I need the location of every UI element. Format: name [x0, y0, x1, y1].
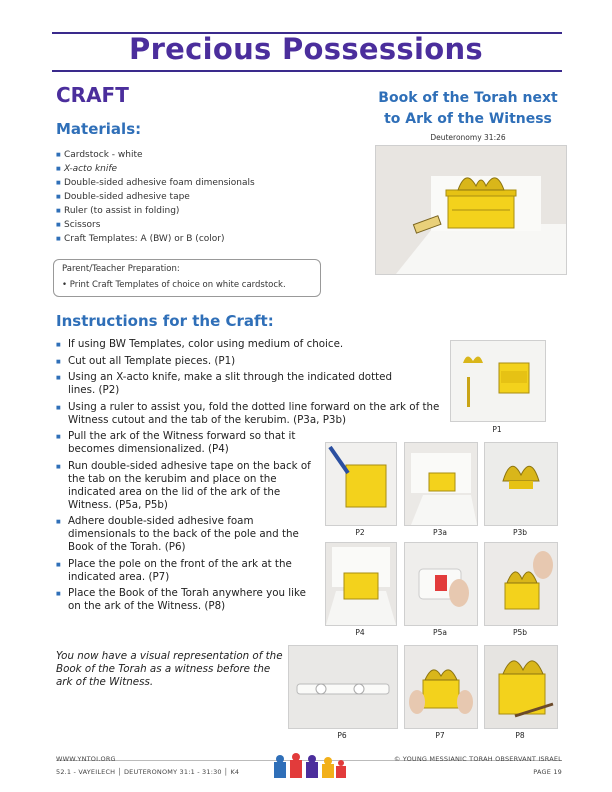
caption-p1: P1 [492, 425, 502, 434]
caption-p5b: P5b [512, 628, 528, 637]
prep-title: Parent/Teacher Preparation: [62, 264, 180, 274]
footer-lesson: 52.1 - VAYEILECH [56, 768, 116, 776]
prep-item: • Print Craft Templates of choice on white cardstock. [62, 280, 286, 290]
caption-p8: P8 [515, 731, 525, 740]
instruction-step: ■ Run double-sided adhesive tape on the back of the tab on the kerubim and place on the indicated area on the lid of the ark of the Witness. (P5a, P5b) [56, 460, 316, 512]
instruction-step: ■ Using an X-acto knife, make a slit through the indicated dotted lines. (P2) [56, 371, 413, 397]
photo-p7-image [405, 646, 477, 728]
finished-craft-image [376, 146, 566, 274]
instruction-step: ■ If using BW Templates, color using medium of choice. [56, 338, 388, 351]
instruction-step: ■ Using a ruler to assist you, fold the dotted line forward on the ark of the Witness cutout and the tab of the kerubim. (P3a, P3b) [56, 401, 440, 427]
feature-reference: Deuteronomy 31:26 [430, 133, 506, 142]
feature-title-line-2: to Ark of the Witness [384, 111, 552, 127]
photo-p5a-image [405, 543, 477, 625]
footer-lesson-line [56, 768, 239, 776]
photo-p8 [484, 645, 558, 729]
photo-p3b [484, 442, 558, 526]
logo-icon [270, 752, 350, 786]
photo-p4 [325, 542, 397, 626]
photo-p1-image [451, 341, 545, 421]
footer-copyright: © YOUNG MESSIANIC TORAH OBSERVANT ISRAEL [393, 755, 562, 763]
photo-p5b-image [485, 543, 557, 625]
instruction-step: ■ Pull the ark of the Witness forward so that it becomes dimensionalized. (P4) [56, 430, 316, 456]
material-item: ■ Cardstock - white [56, 148, 255, 162]
photo-p2-image [326, 443, 396, 525]
section-heading-craft: CRAFT [56, 83, 129, 107]
photo-p2 [325, 442, 397, 526]
photo-p5b [484, 542, 558, 626]
instructions-heading: Instructions for the Craft: [56, 312, 274, 330]
caption-p6: P6 [337, 731, 347, 740]
photo-p1 [450, 340, 546, 422]
material-item: ■ Double-sided adhesive tape [56, 190, 255, 204]
photo-p5a [404, 542, 478, 626]
photo-p4-image [326, 543, 396, 625]
footer-reference: DEUTERONOMY 31:1 - 31:30 [123, 768, 222, 776]
material-item: ■ Craft Templates: A (BW) or B (color) [56, 232, 255, 246]
photo-p3a-image [405, 443, 477, 525]
instruction-step: ■ Adhere double-sided adhesive foam dimensionals to the back of the pole and the Book of the Torah. (P6) [56, 515, 316, 554]
header-rule-bottom [52, 70, 562, 72]
photo-p6-image [289, 646, 397, 728]
caption-p2: P2 [355, 528, 365, 537]
instruction-step: ■ Cut out all Template pieces. (P1) [56, 355, 388, 368]
caption-p3b: P3b [512, 528, 528, 537]
materials-heading: Materials: [56, 120, 142, 138]
prep-item-text: Print Craft Templates of choice on white cardstock. [69, 280, 286, 290]
caption-p4: P4 [355, 628, 365, 637]
feature-title-line-1: Book of the Torah next [378, 90, 558, 106]
photo-p6 [288, 645, 398, 729]
caption-p5a: P5a [433, 628, 447, 637]
finished-craft-photo [375, 145, 567, 275]
material-item: ■ Scissors [56, 218, 255, 232]
photo-p8-image [485, 646, 557, 728]
closing-text: You now have a visual representation of the Book of the Torah as a witness before the ark of the Witness. [56, 650, 283, 688]
footer-level: K4 [230, 768, 240, 776]
footer-page: PAGE 19 [533, 768, 562, 776]
material-item: ■ Double-sided adhesive foam dimensionals [56, 176, 255, 190]
instruction-step: ■ Place the pole on the front of the ark at the indicated area. (P7) [56, 558, 316, 584]
page-title: Precious Possessions [129, 32, 483, 66]
footer-separator: │ [117, 768, 124, 776]
caption-p7: P7 [435, 731, 445, 740]
instruction-step: ■ Place the Book of the Torah anywhere you like on the ark of the Witness. (P8) [56, 587, 316, 613]
photo-p7 [404, 645, 478, 729]
feature-title [372, 88, 564, 130]
materials-list [56, 148, 255, 246]
caption-p3a: P3a [433, 528, 447, 537]
footer-site[interactable]: WWW.YNTOI.ORG [56, 755, 116, 763]
footer-separator: │ [224, 768, 231, 776]
material-item: ■ Ruler (to assist in folding) [56, 204, 255, 218]
photo-p3a [404, 442, 478, 526]
photo-p3b-image [485, 443, 557, 525]
material-item: ■ X-acto knife [56, 162, 255, 176]
logo-figures-icon [270, 752, 350, 782]
